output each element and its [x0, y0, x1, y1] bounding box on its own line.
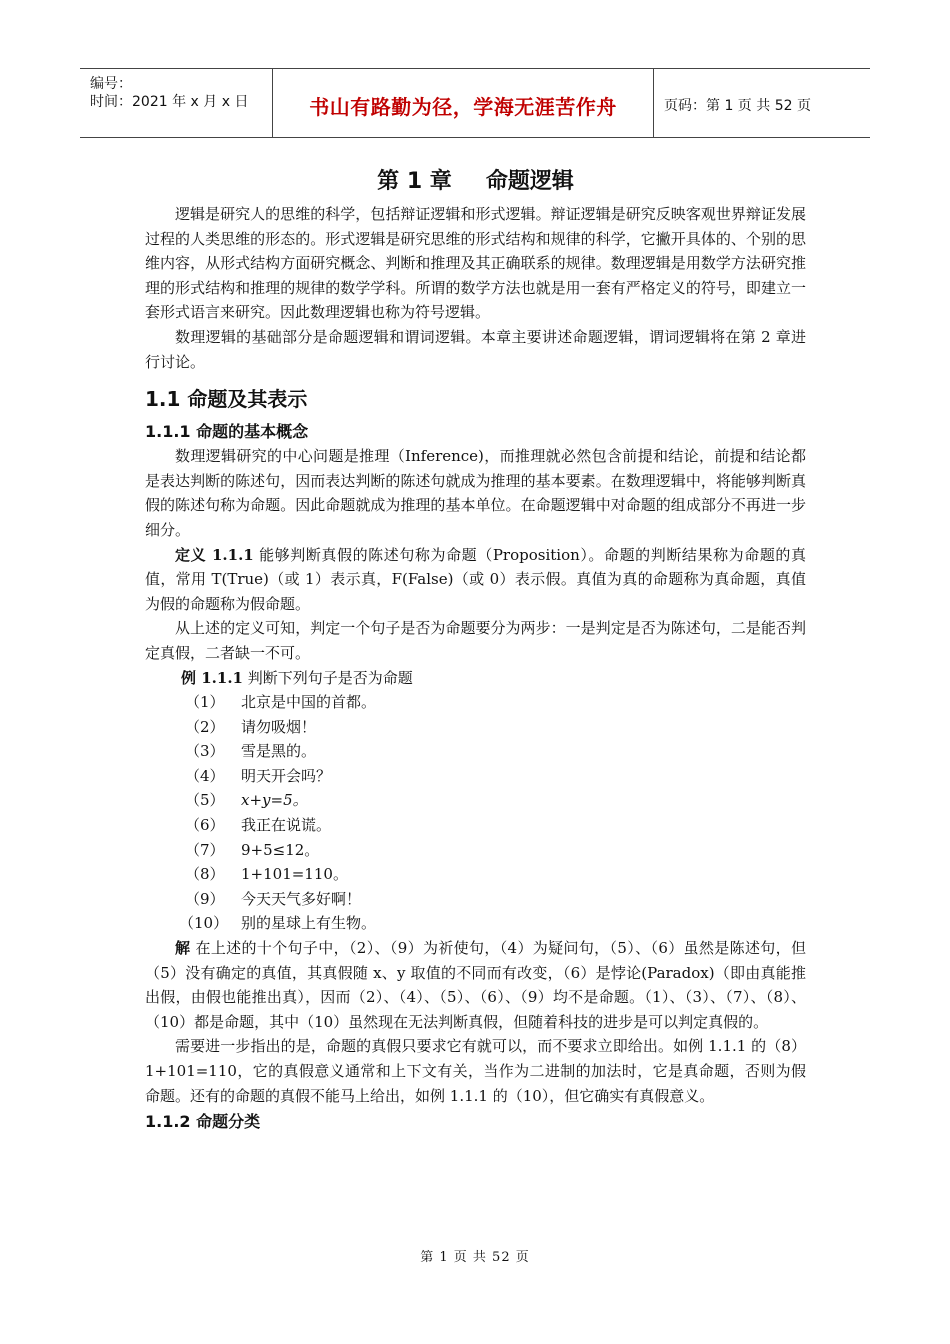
- list-item: （3） 雪是黑的。: [185, 742, 317, 761]
- example-text: 判断下列句子是否为命题: [242, 668, 413, 687]
- definition-label: 定义 1.1.1: [175, 545, 254, 564]
- header-page-cell: [654, 69, 870, 137]
- subsection-heading-2: 1.1.2 命题分类: [145, 1112, 261, 1132]
- number-label: 编号：: [90, 76, 132, 92]
- header-meta-cell: [80, 69, 273, 137]
- header-motto-cell: [273, 69, 654, 137]
- date-label: 时间：2021 年 x 月 x 日: [90, 94, 249, 110]
- motto-text: 书山有路勤为径，学海无涯苦作舟: [309, 95, 617, 119]
- page-header: [80, 68, 870, 138]
- list-item: （7） 9+5≤12。: [185, 840, 320, 859]
- list-item: （1） 北京是中国的首都。: [185, 693, 377, 712]
- list-item: （10） 别的星球上有生物。: [179, 914, 377, 933]
- solution-paragraph: [145, 936, 806, 1034]
- list-item: （4） 明天开会吗？: [185, 766, 332, 785]
- list-item: （9） 今天天气多好啊！: [185, 889, 362, 908]
- list-item: （6） 我正在说谎。: [185, 816, 332, 835]
- page-info: 页码：第 1 页 共 52 页: [664, 98, 811, 114]
- chapter-name: 命题逻辑: [485, 169, 574, 194]
- list-item: （8） 1+101=110。: [185, 865, 348, 884]
- example-label: 例 1.1.1: [181, 668, 243, 687]
- definition-paragraph: [145, 543, 806, 617]
- body-paragraph-2: 从上述的定义可知，判定一个句子是否为命题要分为两步：一是判定是否为陈述句，二是能否判定真假，二者缺一不可。: [145, 619, 806, 662]
- example-heading: [145, 666, 806, 691]
- definition-text: 能够判断真假的陈述句称为命题（Proposition）。命题的判断结果称为命题的真值，常用 T(True)（或 1）表示真，F(False)（或 0）表示假。真值为真的命题称为真命题，真值为假的命题称为假命题。: [145, 545, 806, 613]
- solution-label: 解: [175, 939, 191, 958]
- document-body: [145, 168, 806, 1134]
- intro-paragraph-2: 数理逻辑的基础部分是命题逻辑和谓词逻辑。本章主要讲述命题逻辑，谓词逻辑将在第 2 章进行讨论。: [145, 327, 806, 371]
- intro-paragraph-1: 逻辑是研究人的思维的科学，包括辩证逻辑和形式逻辑。辩证逻辑是研究反映客观世界辩证发展过程的人类思维的形态的。形式逻辑是研究思维的形式结构和规律的科学，它撇开具体的、个别的思维内容，从形式结构方面研究概念、判断和推理及其正确联系的规律。数理逻辑是用数学方法研究推理的形式结构和推理的规律的数学学科。所谓的数学方法也就是用一套有严格定义的符号，即建立一套形式语言来研究。因此数理逻辑也称为符号逻辑。: [145, 205, 806, 322]
- chapter-number: 第 1 章: [377, 169, 452, 194]
- body-paragraph-1: 数理逻辑研究的中心问题是推理（Inference)，而推理就必然包含前提和结论，前提和结论都是表达判断的陈述句，因而表达判断的陈述句就成为推理的基本要素。在数理逻辑中，将能够判断真假的陈述句称为命题。因此命题就成为推理的基本单位。在命题逻辑中对命题的组成部分不再进一步细分。: [145, 447, 806, 539]
- subsection-heading-1: 1.1.1 命题的基本概念: [145, 422, 309, 442]
- body-paragraph-3: 需要进一步指出的是，命题的真假只要求它有就可以，而不要求立即给出。如例 1.1.1 的（8）1+101=110，它的真假意义通常和上下文有关，当作为二进制的加法时，它是真命题，否则为假命题。还有的命题的真假不能马上给出，如例 1.1.1 的（10），但它确实有真假意义。: [145, 1037, 806, 1105]
- page-footer: 第 1 页 共 52 页: [420, 1250, 530, 1265]
- section-heading: 1.1 命题及其表示: [145, 387, 308, 412]
- list-item: （5） x+y=5。: [185, 791, 308, 810]
- solution-text: 在上述的十个句子中，（2）、（9）为祈使句，（4）为疑问句，（5）、（6）虽然是陈述句，但（5）没有确定的真值，其真假随 x、y 取值的不同而有改变，（6）是悖论(Paradox)（即由真能推出假，由假也能推出真），因而（2）、（4）、（5）、（6）、（9）均不是命题。（1）、（3）、（7）、（8）、（10）都是命题，其中（10）虽然现在无法判断真假，但随着科技的进步是可以判定真假的。: [145, 939, 806, 1031]
- example-list: [145, 690, 806, 936]
- list-item: （2） 请勿吸烟！: [185, 717, 317, 736]
- chapter-title: [145, 168, 806, 196]
